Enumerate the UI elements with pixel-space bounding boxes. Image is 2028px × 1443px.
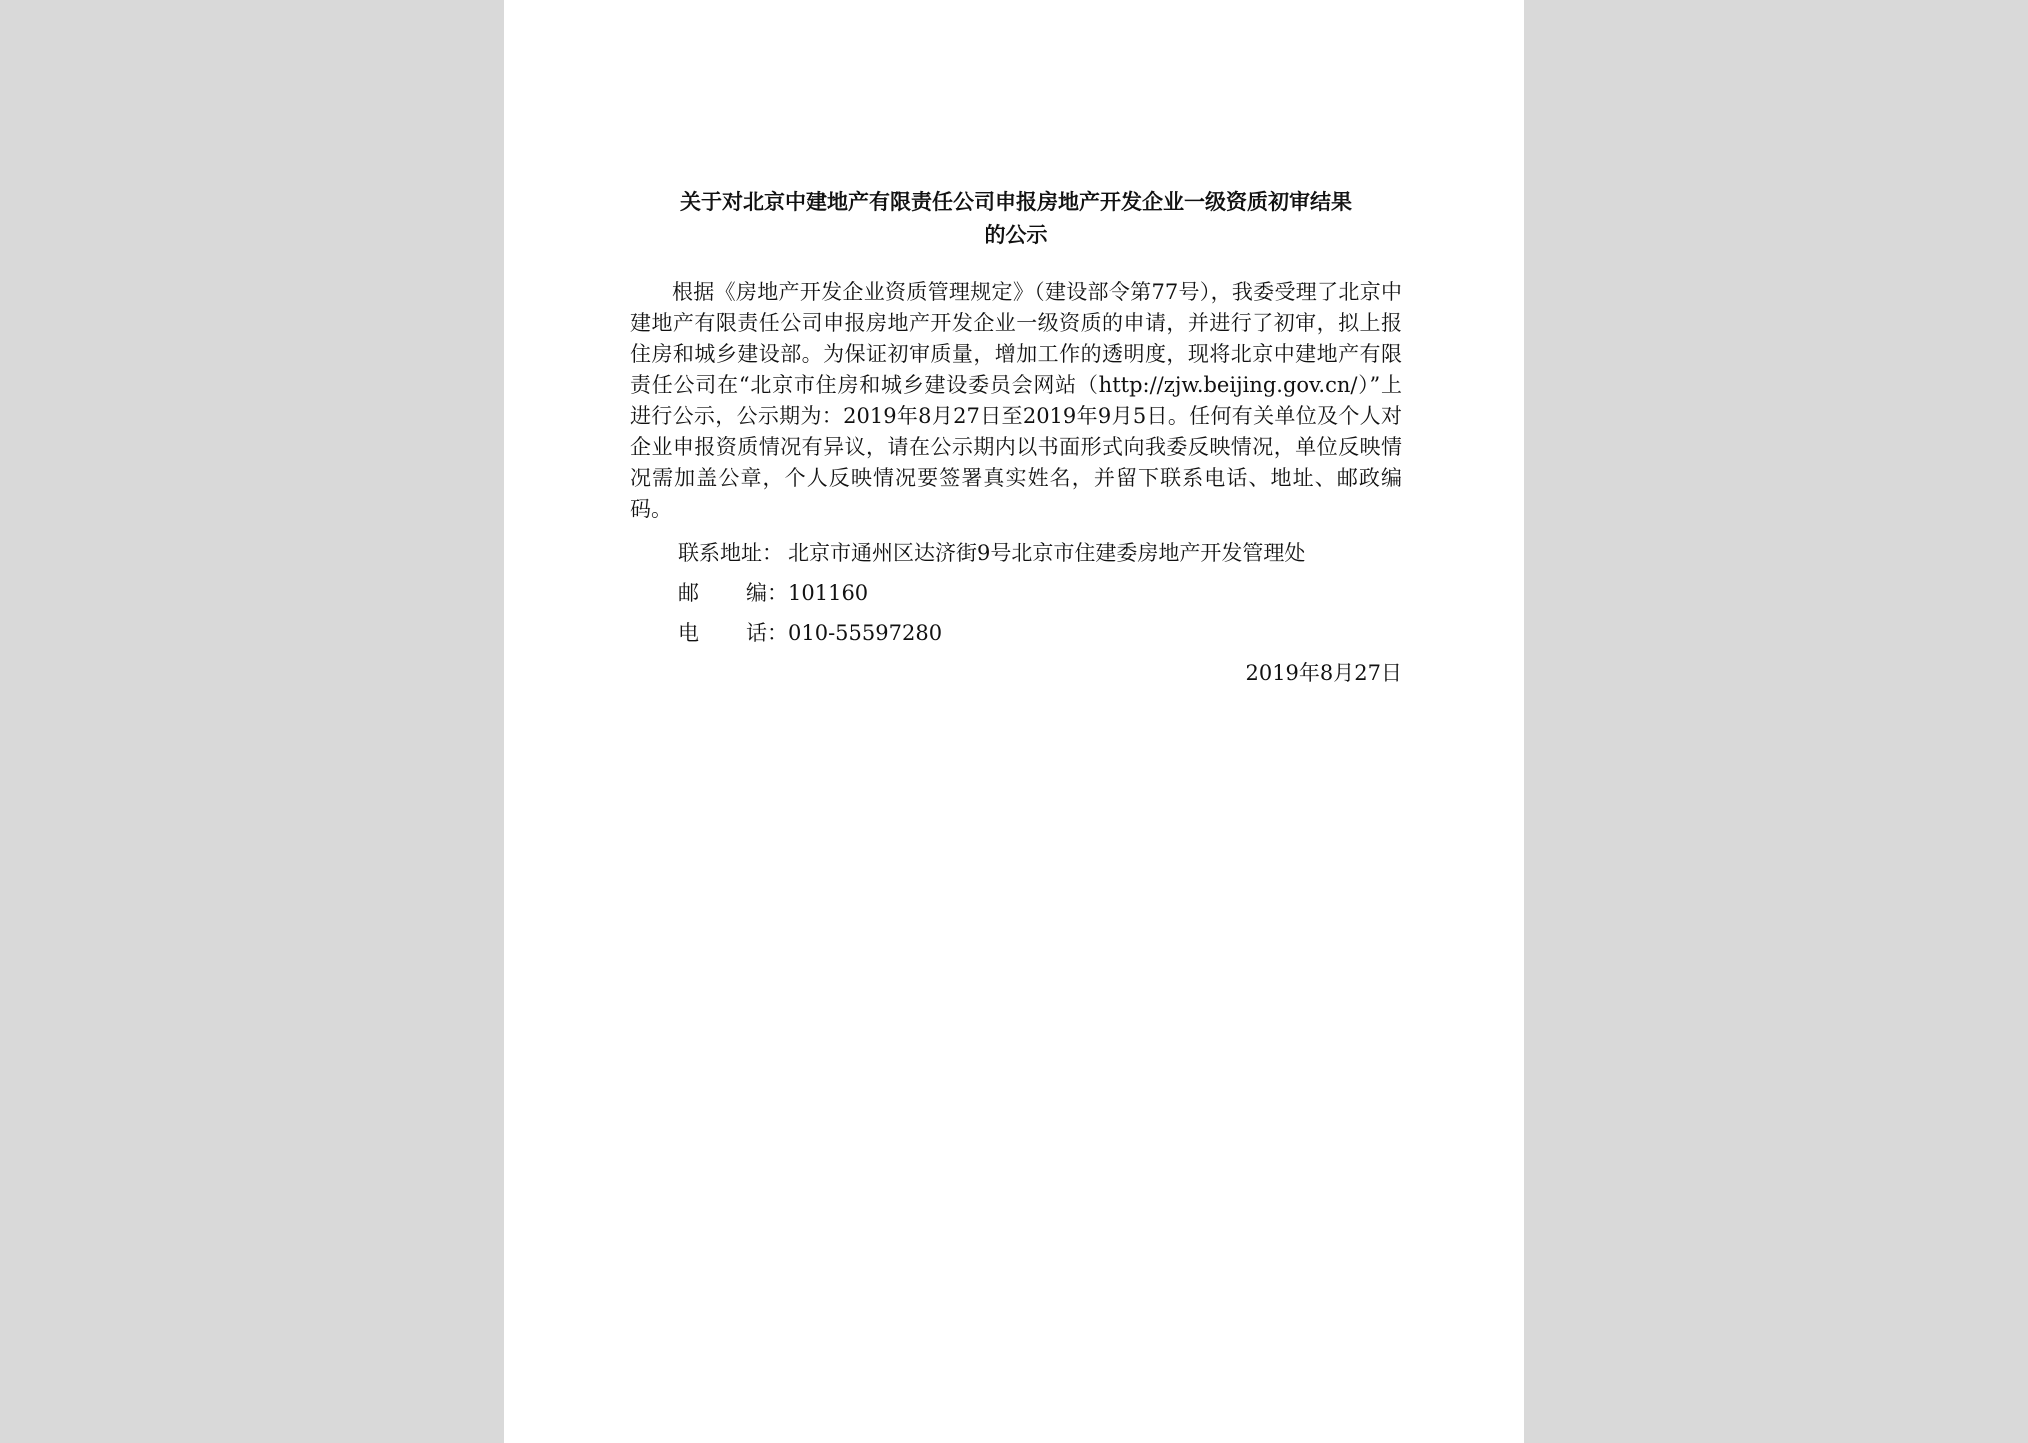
phone-label-char-2: 话： — [746, 621, 788, 645]
postcode-label-char-1: 邮 — [678, 581, 699, 605]
contact-address-row — [678, 533, 1402, 573]
contact-info — [630, 533, 1402, 653]
document-page — [504, 0, 1524, 1443]
announcement-body: 根据《房地产开发企业资质管理规定》（建设部令第77号），我委受理了北京中建地产有限责任公司申报房地产开发企业一级资质的申请，并进行了初审，拟上报住房和城乡建设部。为保证初审质量，增加工作的透明度，现将北京中建地产有限责任公司在“北京市住房和城乡建设委员会网站（http://zjw.beijing.gov.cn/）”上进行公示，公示期为：2019年8月27日至2019年9月5日。任何有关单位及个人对企业申报资质情况有异议，请在公示期内以书面形式向我委反映情况，单位反映情况需加盖公章，个人反映情况要签署真实姓名，并留下联系电话、地址、邮政编码。 — [630, 280, 1402, 521]
phone-value: 010-55597280 — [788, 621, 943, 645]
address-label: 联系地址： — [678, 541, 783, 565]
document-title — [630, 186, 1402, 252]
phone-label — [678, 613, 788, 653]
postcode-label — [678, 573, 788, 613]
postcode-value: 101160 — [788, 581, 869, 605]
contact-phone-row — [678, 613, 1402, 653]
document-content — [630, 186, 1402, 693]
title-line-2: 的公示 — [984, 223, 1048, 247]
phone-label-char-1: 电 — [678, 621, 699, 645]
postcode-label-char-2: 编： — [746, 581, 788, 605]
address-value: 北京市通州区达济街9号北京市住建委房地产开发管理处 — [788, 541, 1306, 565]
contact-postcode-row — [678, 573, 1402, 613]
signature-date: 2019年8月27日 — [1245, 661, 1402, 685]
title-line-1: 关于对北京中建地产有限责任公司申报房地产开发企业一级资质初审结果 — [680, 190, 1352, 214]
